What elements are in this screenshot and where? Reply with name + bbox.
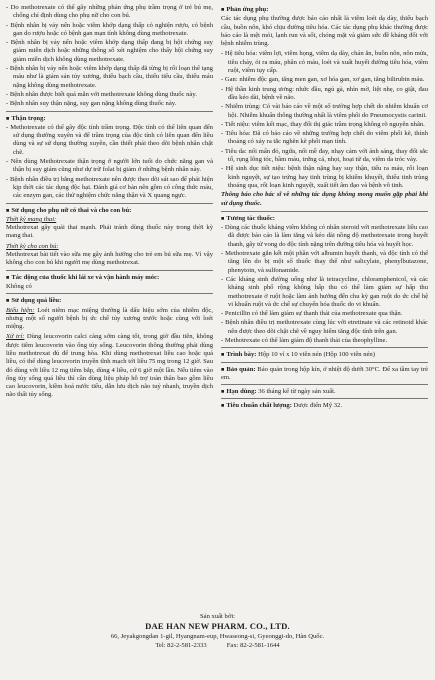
- packaging-text: Hộp 10 vỉ x 10 viên nén (Hộp 100 viên nén): [256, 351, 375, 359]
- overdose-treatment-label: Xử trí:: [6, 333, 25, 341]
- driving-text: Không có: [6, 282, 32, 290]
- contraindication-item: - Bệnh nhân bị vảy nến hoặc viêm khớp dạng thấp có nghiện rượu, có bệnh gan do rượu hoặc có bệnh gan mạn tính không dùng methotrexate.: [6, 22, 213, 39]
- side-effect-item: - Tiêu da: nổi mẩn đỏ, ngứa, nổi mề đay, nhạy cảm với ánh sáng, thay đổi sắc tố, rụng lông tóc, bầm máu, trứng cá, nhọt, hoại tử da, viêm da tróc vảy.: [221, 148, 428, 165]
- expiry-label: ■ Hạn dùng:: [221, 388, 257, 395]
- tel-number: Tel: 82-2-581-2333: [155, 642, 207, 649]
- standard-label: ■ Tiêu chuẩn chất lượng:: [221, 402, 292, 409]
- left-column: [6, 4, 213, 413]
- contraindication-item: - Bệnh nhân suy thận nặng, suy gan nặng không dùng thuốc này.: [6, 100, 213, 108]
- divider: [221, 384, 428, 385]
- side-effect-item: - Tiết niệu: viêm kết mạc, thay đổi thị giác trầm trọng không rõ nguyên nhân.: [221, 121, 428, 129]
- caution-heading: ■ Thận trọng:: [6, 115, 213, 123]
- divider: [221, 398, 428, 399]
- divider: [6, 270, 213, 271]
- contraindication-item: - Bệnh nhân bị vảy nến hoặc viêm khớp dạng thấp đã từng bị rối loạn thể tạng máu như là giảm sản tủy xương, thiếu bạch cầu, thiếu tiểu cầu, thiếu máu nặng không dùng methotrexate.: [6, 65, 213, 90]
- overdose-treatment-text: Dùng leucovorin calci càng sớm càng tốt, trong giờ đầu tiên, không được tiêm leucovorin vào ống tủy sống. Leucovorin thông thường phải dùng liều methotrexat đủ để trung hòa. Khi dùng methotrexat liều cao hoặc quá liều, có thể dùng leucovorin truyền tĩnh mạch tới liều 75 mg trong 12 giờ. Sau đó dùng với liều 12 mg tiêm bắp, dùng 4 liều, cứ 6 giờ một lần. Nếu tiêm vào ống tủy sống quá liều thì cần dùng liệu pháp hỗ trợ toàn thân bao gồm liều cao leucovorin, kiềm hoá nước tiểu, dẫn lưu dịch não tuỷ nhanh, truyền dịch não thất tủy sống.: [6, 333, 213, 399]
- side-effect-item: - Hệ tiêu hóa: viêm lợi, viêm họng, viêm dạ dày, chán ăn, buồn nôn, nôn mửa, tiêu chảy, ói ra máu, phân có máu, loét và xuất huyết đường tiêu hóa, viêm ruột, viêm tụy cấp.: [221, 50, 428, 75]
- interaction-item: - Các kháng sinh đường uống như là tetracycline, chloramphenicol, và các kháng sinh phổ rộng không hấp thu có thể làm giảm sự hấp thu methotrexate ở ruột hoặc làm ảnh hưởng đến chu kỳ gan ruột do ức chế hệ vi khuẩn ruột và ức chế sự chuyển hóa thuốc do vi khuẩn.: [221, 276, 428, 309]
- lactation-text: Methotrexat bài tiết vào sữa mẹ gây ảnh hưởng cho trẻ em bú sữa mẹ. Vì vậy không cho con bú khi người mẹ dùng methotrexat.: [6, 251, 213, 267]
- report-warning: Thông báo cho bác sĩ về những tác dụng không mong muốn gặp phải khi sử dụng thuốc.: [221, 191, 428, 207]
- storage-line: [221, 366, 428, 383]
- standard-line: [221, 402, 428, 410]
- expiry-line: [221, 388, 428, 396]
- divider: [6, 203, 213, 204]
- interaction-item: - Bệnh nhân điều trị methotrexate cùng lúc với etretinate và các retinoid khác nên được theo dõi chặt chẽ về nguy hiểm tăng độc tính trên gan.: [221, 319, 428, 336]
- side-effect-item: - Hệ thần kinh trung ương: nhức đầu, ngủ gà, nhìn mờ, liệt nhẹ, co giật, đau đầu kéo dài, bệnh về não.: [221, 86, 428, 103]
- interaction-item: - Methotrexate gắn kết một phần với albumin huyết thanh, và độc tính có thể tăng lên do bị một số thuốc thay thế như salicylate, phenylbutazone, phenytoin, và sulfonamide.: [221, 250, 428, 275]
- caution-item: - Methotrexate có thể gây độc tính trầm trọng. Độc tính có thể liên quan đến sử dụng thường xuyên và để trầm trọng của độc tính có liên quan đến liều dùng và sự sử dụng thường xuyên, cần thiết phải theo dõi bệnh nhân chặt chẽ.: [6, 124, 213, 157]
- standard-text: Dược điển Mỹ 32.: [291, 402, 342, 410]
- divider: [221, 347, 428, 348]
- driving-heading: ■ Tác động của thuốc khi lái xe và vận hành máy móc:: [6, 274, 213, 282]
- interactions-heading: ■ Tương tác thuốc:: [221, 215, 428, 223]
- pregnancy-text: Methotrexat gây quái thai mạnh. Phải tránh dùng thuốc này trong thời kỳ mang thai.: [6, 224, 213, 240]
- right-column: [221, 4, 428, 413]
- interaction-item: - Dùng các thuốc kháng viêm không có nhân steroid với methotrexate liều cao đã được báo cáo là làm tăng và kéo dài nồng độ methotrexate trong huyết thanh, gây tử vong do độc tính nặng trên đường tiêu hóa và huyết học.: [221, 224, 428, 249]
- side-effect-item: - Nhiễm trùng: Có vài báo cáo về một số trường hợp chết do nhiễm khuẩn cơ hội. Nhiễm khuẩn thông thường nhất là viêm phổi do Pneumocystis carinii.: [221, 103, 428, 120]
- side-effect-item: - Tiêu hóa: Đã có báo cáo về những trường hợp chết do viêm phổi kẽ, thỉnh thoảng có xảy ra tắc nghẽn kẽ phổi mạn tính.: [221, 130, 428, 147]
- pregnancy-heading: ■ Sử dụng cho phụ nữ có thai và cho con bú:: [6, 207, 213, 215]
- overdose-symptoms-text: Loét niêm mạc miệng thường là dấu hiệu sớm của nhiễm độc, nhưng một số người bệnh bị ức chế tủy xương trước hoặc cùng với loét miệng.: [6, 306, 213, 331]
- expiry-text: 36 tháng kể từ ngày sản xuất.: [256, 388, 336, 396]
- storage-text: Bảo quản trong hộp kín, ở nhiệt độ dưới 30°C. Để xa tầm tay trẻ em.: [221, 365, 429, 381]
- caution-item: - Nên dùng Methotrexate thận trọng ở người lớn tuổi do chức năng gan và thận bị suy giảm cũng như dự trữ folat bị giảm ở những bệnh nhân này.: [6, 158, 213, 175]
- divider: [221, 362, 428, 363]
- manufacturer-footer: [0, 612, 435, 650]
- fax-number: Fax: 82-2-581-1644: [226, 642, 280, 649]
- storage-label: ■ Bảo quản:: [221, 366, 256, 373]
- overdose-heading: ■ Sử dụng quá liều:: [6, 297, 213, 305]
- side-effect-item: - Gan: nhiễm độc gan, tăng men gan, xơ hóa gan, xơ gan, tăng bilirubin máu.: [221, 76, 428, 84]
- contraindication-item: - Do methotrexate có thể gây những phản ứng phụ trầm trọng ở trẻ bú mẹ, chống chỉ định dùng cho phụ nữ cho con bú.: [6, 4, 213, 21]
- contact-line: [0, 641, 435, 650]
- side-effect-item: - Hệ sinh dục tiết niệu: bệnh thận nặng hay suy thận, tiểu ra máu, rối loạn kinh nguyệt, sự tạo trứng hay tinh trùng bị khiếm khuyết, thiểu tinh trùng thoáng qua, rối loạn kinh nguyệt, xuất tiết âm đạo và bệnh vô tinh.: [221, 165, 428, 190]
- interaction-item: - Methotrexate có thể làm giảm độ thanh thải của theophylline.: [221, 337, 428, 345]
- divider: [6, 293, 213, 294]
- caution-item: - Bệnh nhân điều trị bằng methotrexate nên được theo dõi sát sao để phát hiện kịp thời các tác dụng độc hại. Đánh giá cơ bản nên gồm có công thức máu, các enzym gan, các thử nghiệm chức năng thận và X quang ngực.: [6, 176, 213, 201]
- interaction-item: - Penicillin có thể làm giảm sự thanh thải của methotrexate qua thận.: [221, 310, 428, 318]
- overdose-treatment: [6, 333, 213, 399]
- packaging-line: [221, 351, 428, 359]
- divider: [221, 211, 428, 212]
- overdose-symptoms: [6, 307, 213, 332]
- manufacturer-name: DAE HAN NEW PHARM. CO., LTD.: [145, 621, 290, 631]
- pregnancy-subheading: Thời kỳ mang thai:: [6, 215, 57, 223]
- contraindication-item: - Bệnh nhân bị vảy nến hoặc viêm khớp dạng thấp đang bị hội chứng suy giảm miễn dịch hoặc những thông số xét nghiệm cho thấy hội chứng suy giảm miễn dịch không dùng methotrexate.: [6, 39, 213, 64]
- produced-by-label: Sản xuất bởi:: [200, 613, 235, 620]
- lactation-subheading: Thời kỳ cho con bú:: [6, 242, 59, 250]
- divider: [6, 111, 213, 112]
- overdose-symptoms-label: Biểu hiện:: [6, 306, 35, 314]
- side-effects-heading: ■ Phản ứng phụ:: [221, 6, 428, 14]
- contraindication-item: - Bệnh nhân được biết quá mẫn với methotrexate không dùng thuốc này.: [6, 91, 213, 99]
- side-effects-intro: Các tác dụng phụ thường được báo cáo nhất là viêm loét dạ dày, thiếu bạch cầu, buồn nôn, khó chịu đường tiêu hóa. Các tác dụng phụ khác thường được báo cáo là mệt mỏi, lạnh run và sốt, chóng mặt và giảm sức đề kháng đối với bệnh nhiễm trùng.: [221, 15, 428, 48]
- packaging-label: ■ Trình bày:: [221, 351, 256, 358]
- manufacturer-address: 66, Jeyakgongdan 1-gil, Hyangnam-eup, Hwaseong-si, Gyeonggi-do, Hàn Quốc.: [110, 633, 325, 640]
